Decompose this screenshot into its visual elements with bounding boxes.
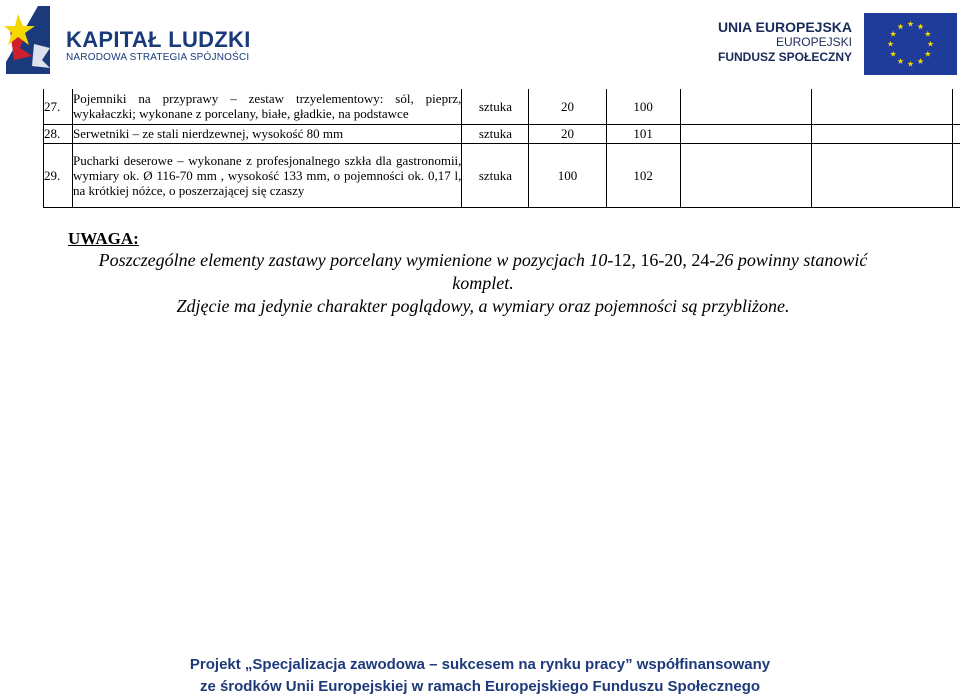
row-quantity: 20 bbox=[529, 89, 606, 124]
note-line-1 bbox=[40, 249, 926, 272]
items-table bbox=[43, 89, 960, 208]
kapital-ludzki-subtitle: NARODOWA STRATEGIA SPÓJNOŚCI bbox=[66, 52, 249, 63]
row-description: Serwetniki – ze stali nierdzewnej, wysokość 80 mm bbox=[73, 124, 462, 143]
note-line-3: Zdjęcie ma jedynie charakter poglądowy, a wymiary oraz pojemności są przybliżone. bbox=[40, 295, 926, 318]
page-footer bbox=[180, 654, 780, 698]
empty-cell bbox=[952, 143, 960, 207]
row-number: 29. bbox=[44, 143, 73, 207]
eu-flag-icon bbox=[864, 13, 957, 75]
row-quantity: 20 bbox=[529, 124, 606, 143]
table-row bbox=[44, 89, 960, 124]
row-description: Pojemniki na przyprawy – zestaw trzyelementowy: sól, pieprz, wykałaczki; wykonane z porcelany, białe, gładkie, na podstawce bbox=[73, 89, 462, 124]
note-line1-part-b: -12, 16-20, 24- bbox=[607, 250, 715, 270]
empty-cell bbox=[952, 89, 960, 124]
kapital-ludzki-title: KAPITAŁ LUDZKI bbox=[66, 27, 251, 53]
empty-cell bbox=[680, 89, 811, 124]
row-description: Pucharki deserowe – wykonane z profesjonalnego szkła dla gastronomii, wymiary ok. Ø 116-70 mm , wysokość 133 mm, o pojemności ok. 0,17 l, na krótkiej nóżce, o poszerzającej się czaszy bbox=[73, 143, 462, 207]
note-line1-part-a: Poszczególne elementy zastawy porcelany wymienione w pozycjach 10 bbox=[99, 250, 608, 270]
empty-cell bbox=[811, 143, 952, 207]
eu-fund-label bbox=[718, 20, 852, 65]
row-unit: sztuka bbox=[462, 124, 529, 143]
page-header bbox=[0, 0, 960, 80]
kapital-ludzki-logo-icon bbox=[4, 4, 52, 76]
eu-label-line1: UNIA EUROPEJSKA bbox=[718, 20, 852, 35]
note-title: UWAGA: bbox=[68, 229, 139, 249]
eu-label-line2: EUROPEJSKI bbox=[718, 35, 852, 50]
row-position: 102 bbox=[606, 143, 680, 207]
empty-cell bbox=[811, 124, 952, 143]
empty-cell bbox=[680, 143, 811, 207]
note-line1-part-c: 26 powinny stanowić bbox=[715, 250, 867, 270]
row-unit: sztuka bbox=[462, 89, 529, 124]
empty-cell bbox=[952, 124, 960, 143]
footer-line-2: ze środków Unii Europejskiej w ramach Europejskiego Funduszu Społecznego bbox=[180, 676, 780, 698]
row-position: 101 bbox=[606, 124, 680, 143]
table-row bbox=[44, 143, 960, 207]
note-body bbox=[40, 249, 926, 318]
row-quantity: 100 bbox=[529, 143, 606, 207]
row-position: 100 bbox=[606, 89, 680, 124]
eu-label-line3: FUNDUSZ SPOŁECZNY bbox=[718, 50, 852, 65]
empty-cell bbox=[811, 89, 952, 124]
empty-cell bbox=[680, 124, 811, 143]
row-number: 27. bbox=[44, 89, 73, 124]
footer-line-1: Projekt „Specjalizacja zawodowa – sukcesem na rynku pracy” współfinansowany bbox=[180, 654, 780, 676]
table-row bbox=[44, 124, 960, 143]
row-unit: sztuka bbox=[462, 143, 529, 207]
note-line-2: komplet. bbox=[40, 272, 926, 295]
row-number: 28. bbox=[44, 124, 73, 143]
